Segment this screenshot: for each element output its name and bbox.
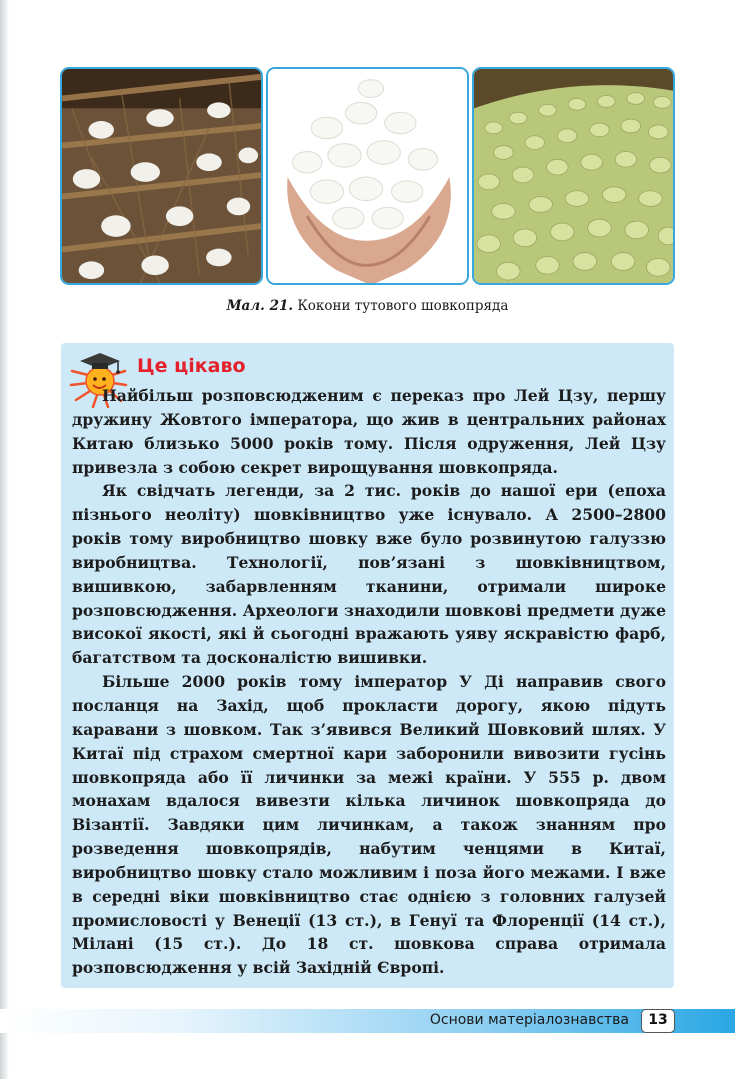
silk-road-term: Великий Шовковий шлях [399,719,641,739]
figure-caption-text: Кокони тутового шовкопряда [297,298,509,314]
info-box-title: Це цікаво [137,355,246,377]
paragraph-3-end: . У Китаї під страхом смертної кари заборонили вивозити гусінь шовкопряда або її личинки за межі країни. У 555 р. двом монахам вдалося вивезти кілька личинок шовкопряда до Візантії. Завдяки цим личинкам, а також знанням про розведення шовкопрядів, набутим ченцями в Китаї, виробництво шовку стало можливим і поза його межами. І вже в середні віки шовківництво стає однією з головних галузей промисловості у Венеції (13 ст.), в Генуї та Флоренції (14 ст.), Мілані (15 ст.). До 18 ст. шовкова справа отримала розповсюдження у всій Західній Європі. [72,719,667,978]
photo-cocoons-on-straw-frames [60,67,263,285]
paragraph-3-start: Більше 2000 років тому імператор У Ді направив свого посланця на Захід, щоб прокласти дорогу, якою підуть каравани з шовком. Так з’явився [72,672,666,739]
page-number: 13 [641,1009,675,1033]
paragraph-3 [72,670,666,980]
paragraph-2: Як свідчать легенди, за 2 тис. років до нашої ери (епоха пізнього неоліту) шовківництво уже існувало. А 2500–2800 років тому виробництво шовку вже було розвинутою галуззю виробництва. Технології, пов’язані з шовківництвом, вишивкою, забарвленням тканини, отримали широке розповсюдження. Археологи знаходили шовкові предмети дуже високої якості, які й сьогодні вражають уяву яскравістю фарб, багатством та досконалістю вишивки. [72,481,666,668]
info-box-text [72,384,666,980]
figure-photos [60,67,675,285]
figure-caption-label: Мал. 21. [226,298,294,314]
footer-section-title: Основи матеріалознавства [429,1012,629,1028]
figure-caption [0,298,735,314]
photo-cocoons-in-hands [266,67,469,285]
page-edge-shadow [0,0,9,1079]
paragraph-1: Найбільш розповсюдженим є переказ про Лей Цзу, першу дружину Жовтого імператора, що жив в центральних районах Китаю близько 5000 років тому. Після одруження, Лей Цзу привезла з собою секрет вирощування шовкопряда. [72,386,666,477]
photo-pile-of-green-cocoons [472,67,675,285]
